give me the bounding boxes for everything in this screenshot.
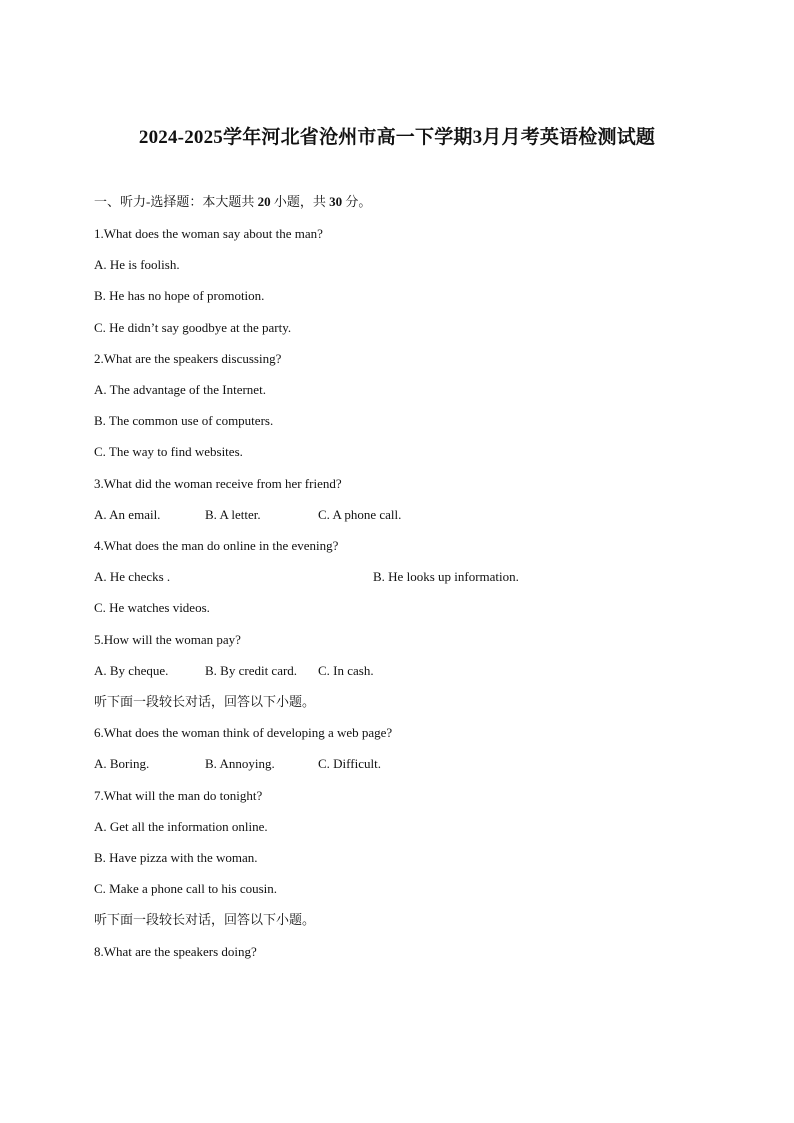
q7-option-b: B. Have pizza with the woman.	[94, 850, 258, 865]
q6-option-c: C. Difficult.	[318, 756, 381, 771]
section-heading	[94, 194, 371, 210]
question-5: 5.How will the woman pay?	[94, 632, 241, 647]
q6-option-a: A. Boring.	[94, 756, 150, 771]
total-score: 30	[329, 194, 343, 209]
question-3: 3.What did the woman receive from her friend?	[94, 476, 342, 491]
q5-option-c: C. In cash.	[318, 663, 374, 678]
question-7: 7.What will the man do tonight?	[94, 788, 263, 803]
section-prefix: 一、听力-选择题：本大题共	[94, 194, 258, 209]
question-4: 4.What does the man do online in the evening?	[94, 538, 339, 553]
question-6: 6.What does the woman think of developing a web page?	[94, 725, 393, 740]
q3-option-c: C. A phone call.	[318, 507, 402, 522]
listening-instruction: 听下面一段较长对话，回答以下小题。	[94, 912, 316, 927]
section-mid: 小题，共	[270, 194, 330, 209]
q4-option-b: B. He looks up information.	[373, 569, 519, 584]
q6-option-b: B. Annoying.	[205, 756, 275, 771]
q7-option-a: A. Get all the information online.	[94, 819, 268, 834]
question-1: 1.What does the woman say about the man?	[94, 226, 323, 241]
question-count: 20	[257, 194, 271, 209]
q7-option-c: C. Make a phone call to his cousin.	[94, 881, 278, 896]
q5-option-b: B. By credit card.	[205, 663, 298, 678]
section-suffix: 分。	[342, 194, 372, 209]
question-2: 2.What are the speakers discussing?	[94, 351, 282, 366]
q2-option-a: A. The advantage of the Internet.	[94, 382, 266, 397]
q1-option-b: B. He has no hope of promotion.	[94, 288, 265, 303]
q1-option-a: A. He is foolish.	[94, 257, 180, 272]
q3-option-a: A. An email.	[94, 507, 161, 522]
q4-option-c: C. He watches videos.	[94, 600, 210, 615]
listening-instruction: 听下面一段较长对话，回答以下小题。	[94, 694, 316, 709]
q5-option-a: A. By cheque.	[94, 663, 169, 678]
q2-option-b: B. The common use of computers.	[94, 413, 274, 428]
q2-option-c: C. The way to find websites.	[94, 444, 243, 459]
q4-option-a: A. He checks .	[94, 569, 171, 584]
q1-option-c: C. He didn’t say goodbye at the party.	[94, 320, 292, 335]
page-title: 2024-2025学年河北省沧州市高一下学期3月月考英语检测试题	[138, 127, 656, 148]
q3-option-b: B. A letter.	[205, 507, 261, 522]
question-8: 8.What are the speakers doing?	[94, 944, 257, 959]
